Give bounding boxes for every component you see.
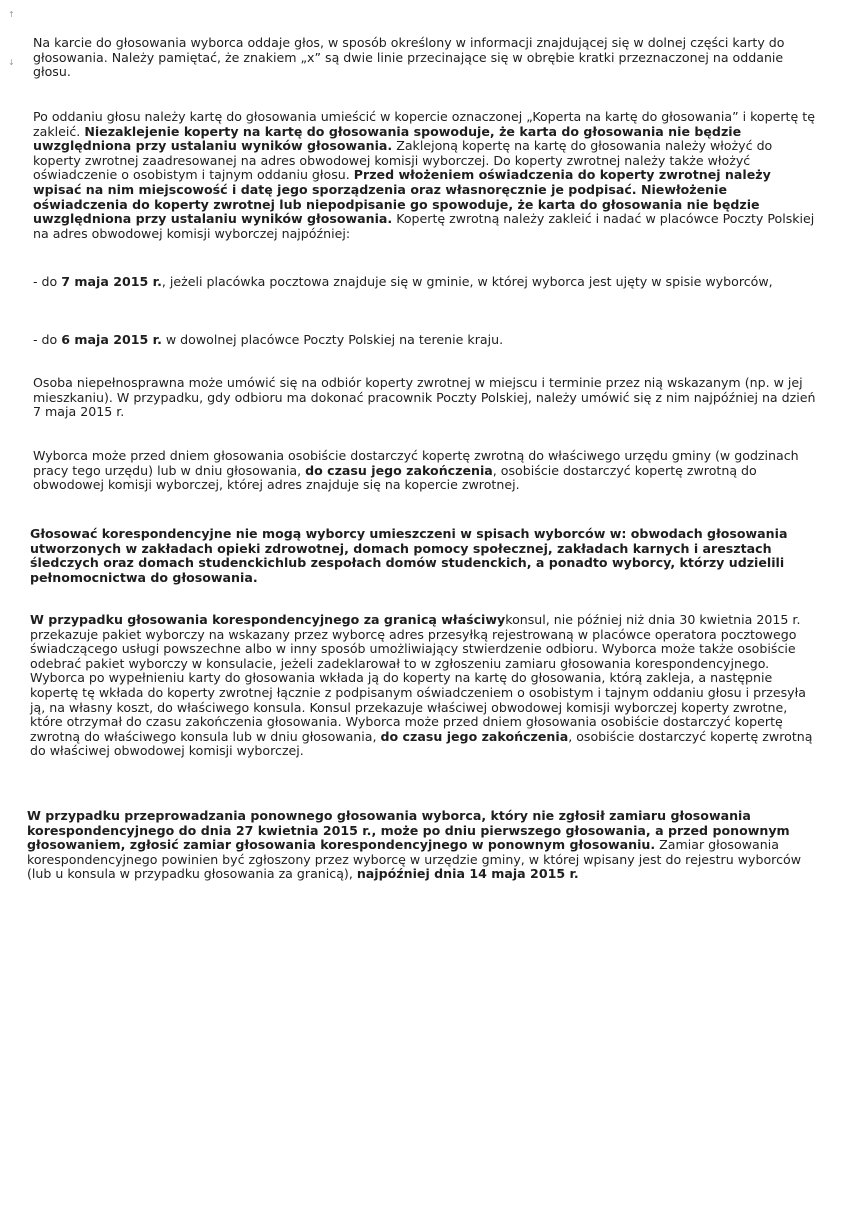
paragraph-envelope-instructions	[33, 110, 818, 241]
paragraph-text: Osoba niepełnosprawna może umówić się na odbiór koperty zwrotnej w miejscu i terminie przez nią wskazanym (np. w jej mieszkaniu). W przypadku, gdy odbioru ma dokonać pracownik Poczty Polskiej, należy umówić się z nim najpóźniej na dzień 7 maja 2015 r.	[33, 375, 816, 420]
bold-date: najpóźniej dnia 14 maja 2015 r.	[356, 866, 579, 882]
paragraph-ineligible-voters	[30, 527, 815, 585]
paragraph-text: - do	[33, 274, 62, 289]
paragraph-text: Wyborca może przed dniem głosowania osobiście dostarczyć kopertę zwrotną do właściwego urzędu gminy (w godzinach pracy tego urzędu) lub w dniu głosowania,	[33, 448, 799, 478]
paragraph-text: , osobiście dostarczyć kopertę zwrotną do właściwej obwodowej komisji wyborczej.	[30, 728, 813, 759]
bold-warning: Głosować korespondencyjne nie mogą wyborcy umieszczeni w spisach wyborców w: obwodach głosowania utworzonych w zakładach opieki zdrowotnej, domach pomocy społecznej, zakładach karnych i aresztach śledczych oraz domach studenckichlub zespołach domów studenckich, a ponadto wyborcy, którzy udzielili pełnomocnictwa do głosowania.	[30, 526, 788, 585]
paragraph-voting-abroad	[30, 613, 820, 759]
paragraph-text: konsul, nie później niż dnia 30 kwietnia 2015 r. przekazuje pakiet wyborczy na wskazany przez wyborcę adres przesyłką rejestrowaną w placówce operatora pocztowego świadczącego usługi powszechne albo w inny sposób umożliwiający stwierdzenie odbioru. Wyborca może także osobiście odebrać pakiet wyborczy w konsulacie, jeżeli zadeklarował to w zgłoszeniu zamiaru głosowania korespondencyjnego. Wyborca po wypełnieniu karty do głosowania wkłada ją do koperty na kartę do głosowania, którą zakleja, a następnie kopertę tę wkłada do koperty zwrotnej łącznie z podpisanym oświadczeniem o osobistym i tajnym oddaniu głosu i przesyła ją, na własny koszt, do właściwego konsula. Konsul przekazuje właściwej obwodowej komisji wyborczej koperty zwrotne, które otrzymał do czasu zakończenia głosowania. Wyborca może przed dniem głosowania osobiście dostarczyć kopertę zwrotną do właściwego konsula lub w dniu głosowania,	[30, 612, 806, 744]
paragraph-personal-delivery	[33, 449, 813, 493]
bold-phrase: do czasu jego zakończenia	[305, 462, 493, 478]
paragraph-ballot-marking	[33, 36, 813, 80]
paragraph-text: , jeżeli placówka pocztowa znajduje się w gminie, w której wyborca jest ujęty w spisie wyborców,	[161, 274, 773, 289]
bold-phrase: do czasu jego zakończenia	[380, 728, 569, 744]
paragraph-text: Zamiar głosowania korespondencyjnego powinien być zgłoszony przez wyborcę w urzędzie gminy, w której wpisany jest do rejestru wyborców (lub u konsula w przypadku głosowania za granicą),	[27, 837, 802, 882]
paragraph-repeat-voting	[27, 809, 822, 882]
bold-warning: Przed włożeniem oświadczenia do koperty zwrotnej należy wpisać na nim miejscowość i datę jego sporządzenia oraz własnoręcznie je podpisać. Niewłożenie oświadczenia do koperty zwrotnej lub niepodpisanie go spowoduje, że karta do głosowania nie będzie uwzględniona przy ustalaniu wyników głosowania.	[33, 167, 771, 227]
paragraph-disabled-voters	[33, 376, 818, 420]
bold-date: 7 maja 2015 r.	[61, 274, 162, 289]
scan-mark-top: ↑	[8, 10, 15, 19]
bold-warning: Niezaklejenie koperty na kartę do głosowania spowoduje, że karta do głosowania nie będzie uwzględniona przy ustalaniu wyników głosowania.	[33, 123, 742, 154]
paragraph-text: , osobiście dostarczyć kopertę zwrotną do obwodowej komisji wyborczej, której adres znajduje się na kopercie zwrotnej.	[33, 462, 757, 493]
bold-warning: W przypadku przeprowadzania ponownego głosowania wyborca, który nie zgłosił zamiaru głosowania korespondencyjnego do dnia 27 kwietnia 2015 r., może po dniu pierwszego głosowania, a przed ponownym głosowaniem, zgłosić zamiar głosowania korespondencyjnego w ponownym głosowaniu.	[27, 808, 790, 853]
paragraph-text: Zaklejoną kopertę na kartę do głosowania należy włożyć do koperty zwrotnej zaadresowanej na adres obwodowej komisji wyborczej. Do koperty zwrotnej należy także włożyć oświadczenie o osobistym i tajnym oddaniu głosu.	[33, 138, 773, 183]
paragraph-text: - do	[33, 332, 62, 347]
paragraph-text: Na karcie do głosowania wyborca oddaje głos, w sposób określony w informacji znajdującej się w dolnej części karty do głosowania. Należy pamiętać, że znakiem „x” są dwie linie przecinające się w obrębie kratki przeznaczonej na oddanie głosu.	[33, 35, 785, 80]
list-item-deadline-7-may	[33, 275, 803, 290]
paragraph-text: w dowolnej placówce Poczty Polskiej na terenie kraju.	[161, 332, 504, 347]
list-item-deadline-6-may	[33, 333, 803, 348]
bold-date: 6 maja 2015 r.	[61, 332, 162, 347]
paragraph-text: Po oddaniu głosu należy kartę do głosowania umieścić w kopercie oznaczonej „Koperta na kartę do głosowania” i kopertę tę zakleić.	[33, 109, 815, 139]
paragraph-text: Kopertę zwrotną należy zakleić i nadać w placówce Poczty Polskiej na adres obwodowej komisji wyborczej najpóźniej:	[33, 211, 815, 241]
bold-heading-phrase: W przypadku głosowania korespondencyjnego za granicą właściwy	[30, 612, 506, 627]
scan-mark-left: ↓	[8, 58, 15, 67]
